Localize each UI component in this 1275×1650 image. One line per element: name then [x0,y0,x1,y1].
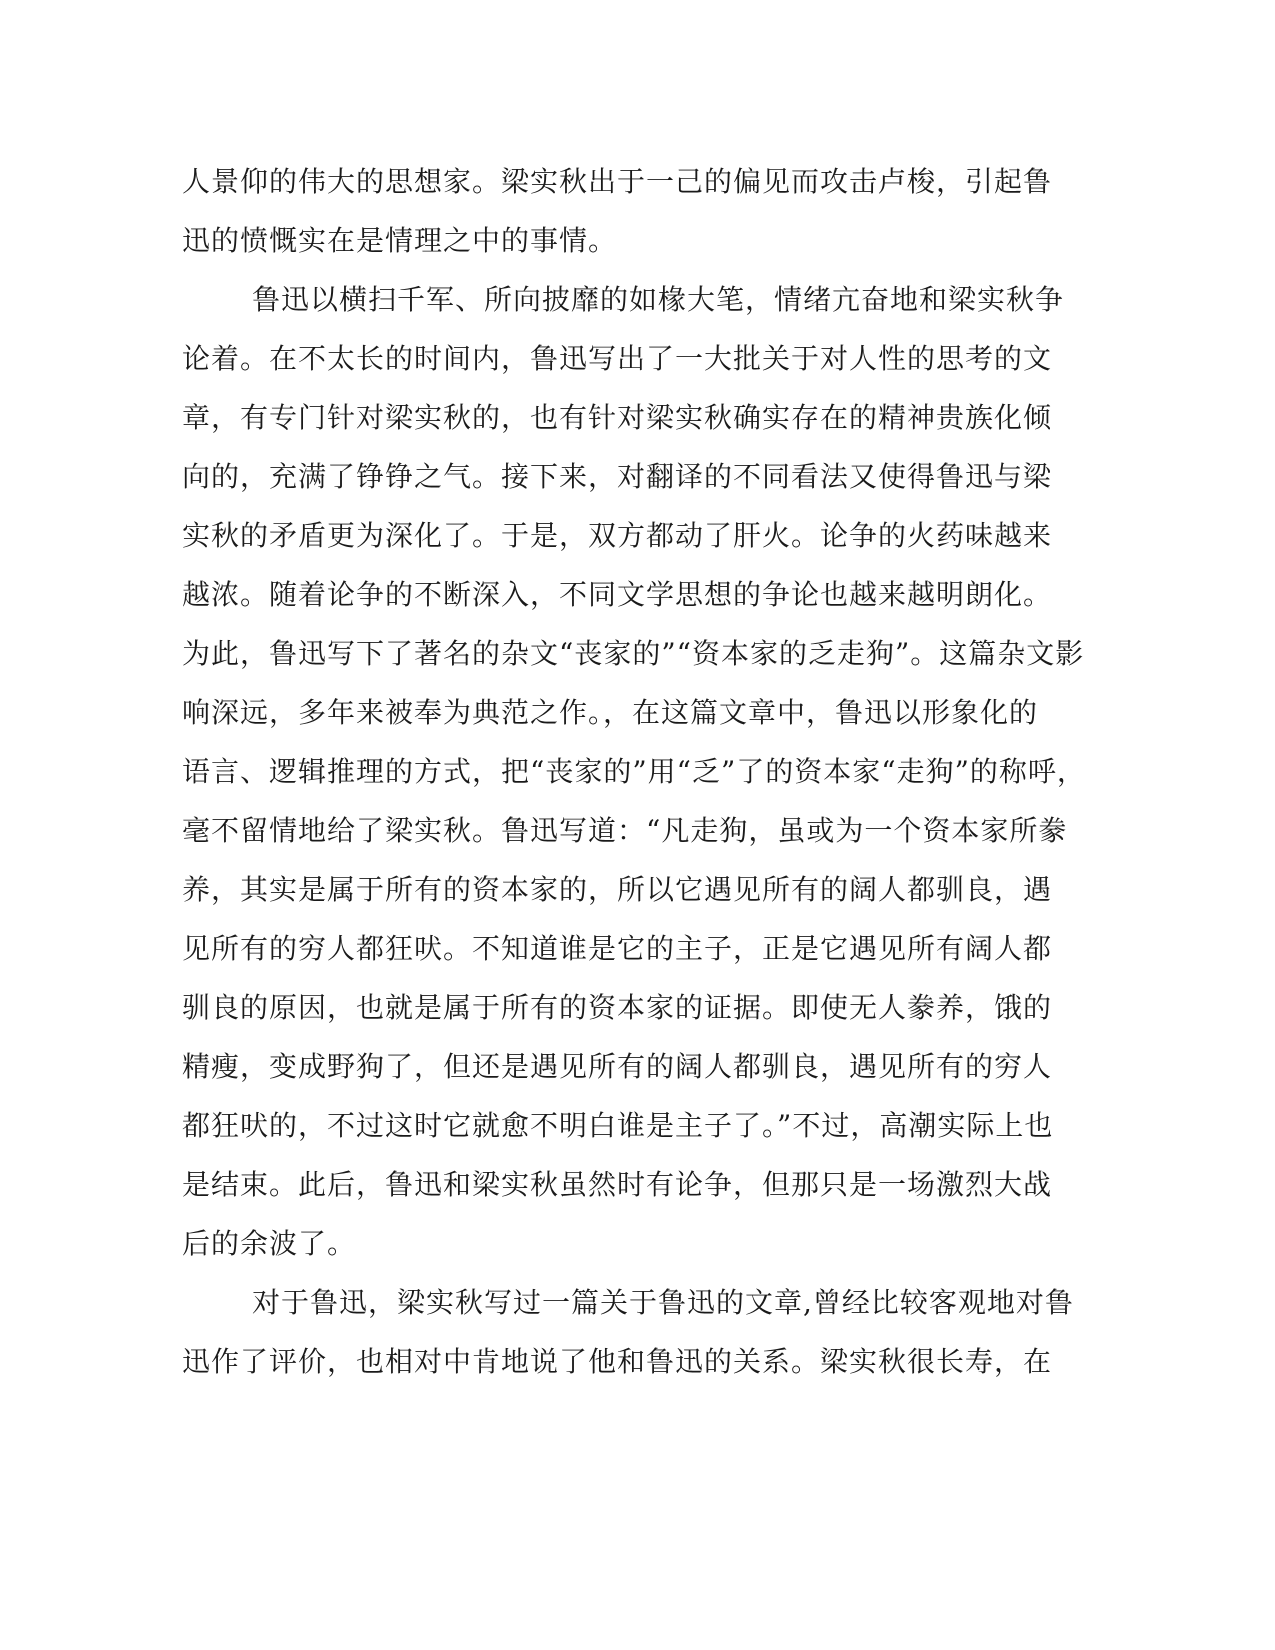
text-line: 响深远，多年来被奉为典范之作。，在这篇文章中，鲁迅以形象化的 [182,696,1039,729]
text-line: 驯良的原因，也就是属于所有的资本家的证据。即使无人豢养，饿的 [182,991,1053,1024]
text-line: 人景仰的伟大的思想家。梁实秋出于一己的偏见而攻击卢梭，引起鲁 [182,165,1053,198]
text-line: 毫不留情地给了梁实秋。鲁迅写道：“凡走狗，虽或为一个资本家所豢 [182,814,1068,847]
text-line: 迅的愤慨实在是情理之中的事情。 [182,224,618,257]
text-line: 实秋的矛盾更为深化了。于是，双方都动了肝火。论争的火药味越来 [182,519,1053,552]
text-line: 越浓。随着论争的不断深入，不同文学思想的争论也越来越明朗化。 [182,578,1053,611]
paragraph-start-line: 对于鲁迅，梁实秋写过一篇关于鲁迅的文章,曾经比较客观地对鲁 [252,1286,1074,1319]
text-line: 章，有专门针对梁实秋的，也有针对梁实秋确实存在的精神贵族化倾 [182,401,1053,434]
text-line: 语言、逻辑推理的方式，把“丧家的”用“乏”了的资本家“走狗”的称呼， [182,755,1086,788]
text-line: 论着。在不太长的时间内，鲁迅写出了一大批关于对人性的思考的文 [182,342,1053,375]
text-line: 精瘦，变成野狗了，但还是遇见所有的阔人都驯良，遇见所有的穷人 [182,1050,1053,1083]
text-line: 为此，鲁迅写下了著名的杂文“丧家的”“资本家的乏走狗”。这篇杂文影 [182,637,1085,670]
text-line: 迅作了评价，也相对中肯地说了他和鲁迅的关系。梁实秋很长寿，在 [182,1345,1053,1378]
text-line: 养，其实是属于所有的资本家的，所以它遇见所有的阔人都驯良，遇 [182,873,1053,906]
text-line: 见所有的穷人都狂吠。不知道谁是它的主子，正是它遇见所有阔人都 [182,932,1053,965]
text-line: 后的余波了。 [182,1227,357,1260]
body-text [182,162,1086,1401]
text-line: 向的，充满了铮铮之气。接下来，对翻译的不同看法又使得鲁迅与梁 [182,460,1053,493]
text-line: 是结束。此后，鲁迅和梁实秋虽然时有论争，但那只是一场激烈大战 [182,1168,1053,1201]
text-line: 都狂吠的，不过这时它就愈不明白谁是主子了。”不过，高潮实际上也 [182,1109,1054,1142]
paragraph-start-line: 鲁迅以横扫千军、所向披靡的如椽大笔，情绪亢奋地和梁实秋争 [252,283,1065,316]
